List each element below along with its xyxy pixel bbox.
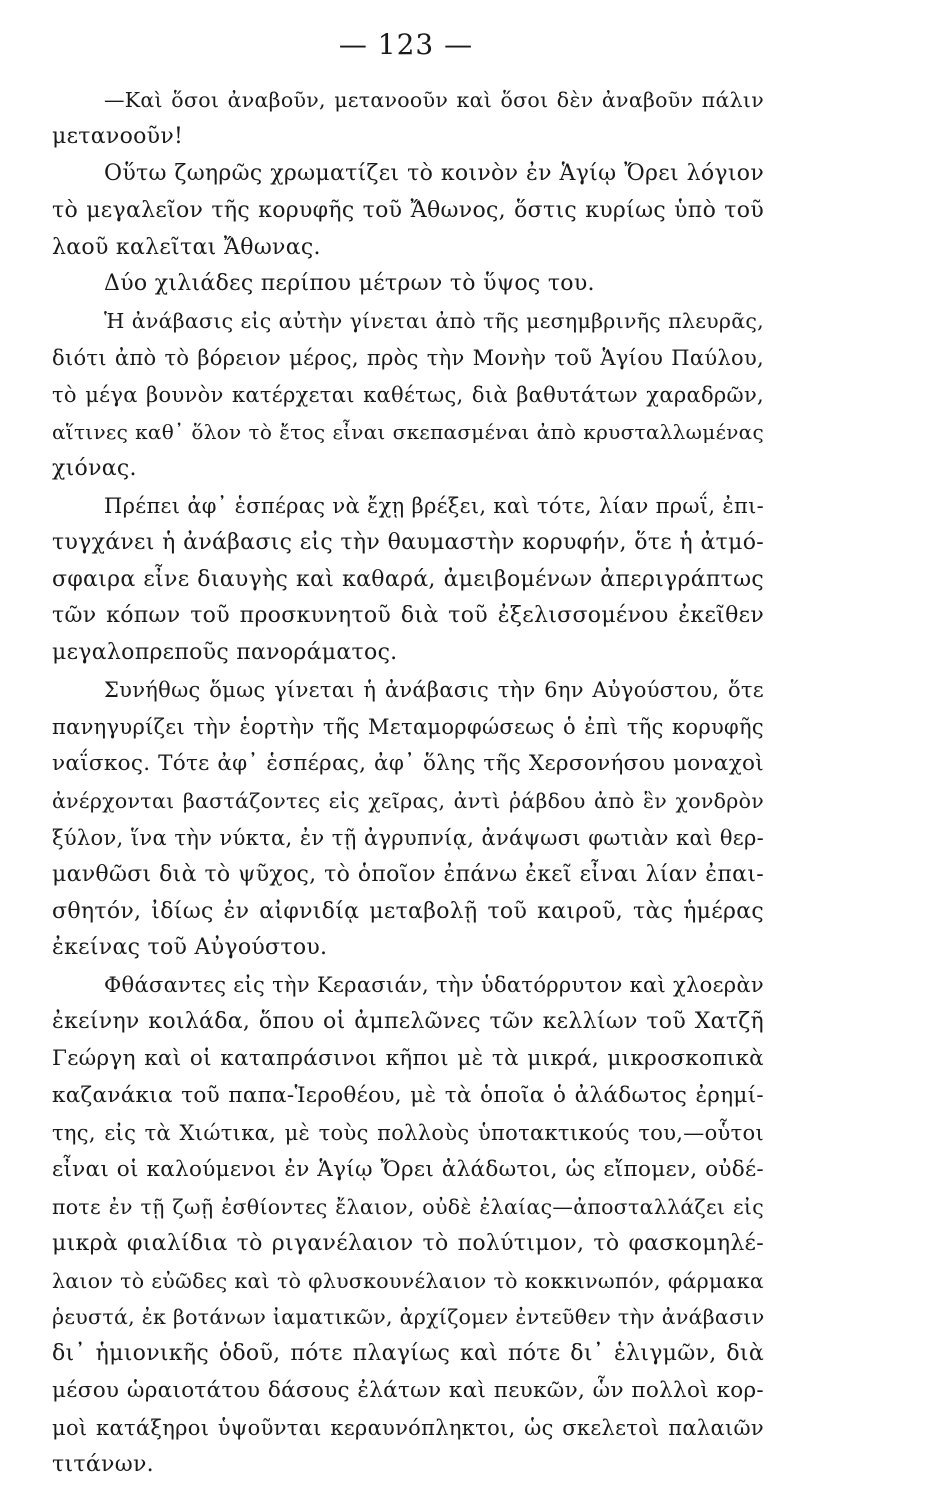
text-line: τιτάνων. (52, 1451, 154, 1477)
text-line: τὸ μεγαλεῖον τῆς κορυφῆς τοῦ Ἄθωνος, ὅστις κυρίως ὑπὸ τοῦ (52, 197, 764, 223)
text-line: τὸ μέγα βουνὸν κατέρχεται καθέτως, διὰ βαθυτάτων χαραδρῶν, (52, 383, 764, 408)
text-line: δι᾽ ἡμιονικῆς ὁδοῦ, πότε πλαγίως καὶ πότε δι᾽ ἑλιγμῶν, διὰ (52, 1341, 764, 1367)
text-line: μετανοοῦν! (52, 123, 184, 149)
text-line: Δύο χιλιάδες περίπου μέτρων τὸ ὕψος του. (104, 271, 595, 297)
text-line: μεγαλοπρεποῦς πανοράματος. (52, 640, 398, 666)
text-line: ποτε ἐν τῇ ζωῇ ἐσθίοντες ἔλαιον, οὐδὲ ἐλαίας—ἀποσταλλάζει εἰς (52, 1194, 764, 1219)
text-line: μανθῶσι διὰ τὸ ψῦχος, τὸ ὁποῖον ἐπάνω ἐκεῖ εἶναι λίαν ἐπαι- (52, 861, 764, 887)
text-line: λαοῦ καλεῖται Ἄθωνας. (52, 234, 321, 260)
text-line: Οὕτω ζωηρῶς χρωματίζει τὸ κοινὸν ἐν Ἁγίῳ Ὄρει λόγιον (104, 160, 764, 186)
text-line: τῶν κόπων τοῦ προσκυνητοῦ διὰ τοῦ ἐξελισσομένου ἐκεῖθεν (52, 603, 764, 629)
text-line: εἶναι οἱ καλούμενοι ἐν Ἁγίῳ Ὄρει ἀλάδωτοι, ὡς εἴπομεν, οὐδέ- (52, 1156, 764, 1182)
text-line: ναΐσκος. Τότε ἀφ᾽ ἑσπέρας, ἀφ᾽ ὅλης τῆς Χερσονήσου μοναχοὶ (52, 751, 764, 777)
text-line: —Καὶ ὅσοι ἀναβοῦν, μετανοοῦν καὶ ὅσοι δὲν ἀναβοῦν πάλιν (104, 88, 764, 112)
text-line: Πρέπει ἀφ᾽ ἑσπέρας νὰ ἔχῃ βρέξει, καὶ τότε, λίαν πρωΐ, ἐπι- (104, 493, 764, 518)
text-line: μοὶ κατάξηροι ὑψοῦνται κεραυνόπληκτοι, ὡς σκελετοὶ παλαιῶν (52, 1416, 764, 1441)
text-line: μέσου ὡραιοτάτου δάσους ἐλάτων καὶ πευκῶν, ὧν πολλοὶ κορ- (52, 1378, 764, 1404)
text-line: ῥευστά, ἐκ βοτάνων ἰαματικῶν, ἀρχίζομεν ἐντεῦθεν τὴν ἀνάβασιν (52, 1305, 765, 1330)
text-line: πανηγυρίζει τὴν ἑορτὴν τῆς Μεταμορφώσεως ὁ ἐπὶ τῆς κορυφῆς (52, 715, 764, 740)
page-number: — 123 — (338, 28, 474, 61)
text-line: Φθάσαντες εἰς τὴν Κερασιάν, τὴν ὑδατόρρυτον καὶ χλοερὰν (104, 973, 764, 998)
text-line: Συνήθως ὅμως γίνεται ἡ ἀνάβασις τὴν 6ην Αὐγούστου, ὅτε (104, 678, 764, 703)
text-line: σφαιρα εἶνε διαυγὴς καὶ καθαρά, ἀμειβομένων ἀπεριγράπτως (52, 566, 764, 592)
text-line: καζανάκια τοῦ παπα-Ἱεροθέου, μὲ τὰ ὁποῖα ὁ ἀλάδωτος ἐρημί- (52, 1083, 764, 1109)
text-line: τυγχάνει ἡ ἀνάβασις εἰς τὴν θαυμαστὴν κορυφήν, ὅτε ἡ ἀτμό- (52, 529, 764, 555)
text-line: χιόνας. (52, 455, 137, 481)
text-line: λαιον τὸ εὐῶδες καὶ τὸ φλυσκουνέλαιον τὸ κοκκινωπόν, φάρμακα (52, 1268, 764, 1293)
text-line: σθητόν, ἰδίως ἐν αἰφνιδίᾳ μεταβολῇ τοῦ καιροῦ, τὰς ἡμέρας (52, 898, 764, 924)
text-line: διότι ἀπὸ τὸ βόρειον μέρος, πρὸς τὴν Μονὴν τοῦ Ἁγίου Παύλου, (52, 346, 764, 371)
text-line: ἐκείνην κοιλάδα, ὅπου οἱ ἀμπελῶνες τῶν κελλίων τοῦ Χατζῆ (52, 1009, 764, 1035)
text-line: ξύλον, ἵνα τὴν νύκτα, ἐν τῇ ἀγρυπνίᾳ, ἀνάψωσι φωτιὰν καὶ θερ- (52, 825, 764, 850)
text-line: αἵτινες καθ᾽ ὅλον τὸ ἔτος εἶναι σκεπασμέναι ἀπὸ κρυσταλλωμένας (52, 420, 764, 445)
text-line: ἐκείνας τοῦ Αὐγούστου. (52, 935, 328, 961)
text-line: ἀνέρχονται βαστάζοντες εἰς χεῖρας, ἀντὶ ῥάβδου ἀπὸ ἓν χονδρὸν (52, 788, 764, 813)
text-line: Ἡ ἀνάβασις εἰς αὐτὴν γίνεται ἀπὸ τῆς μεσημβρινῆς πλευρᾶς, (104, 309, 764, 334)
body-text (52, 82, 764, 1484)
text-line: μικρὰ φιαλίδια τὸ ριγανέλαιον τὸ πολύτιμον, τὸ φασκομηλέ- (52, 1230, 764, 1256)
text-line: της, εἰς τὰ Χιώτικα, μὲ τοὺς πολλοὺς ὑποτακτικούς του,—οὗτοι (52, 1120, 764, 1145)
text-line: Γεώργη καὶ οἱ καταπράσινοι κῆποι μὲ τὰ μικρά, μικροσκοπικὰ (52, 1046, 764, 1072)
